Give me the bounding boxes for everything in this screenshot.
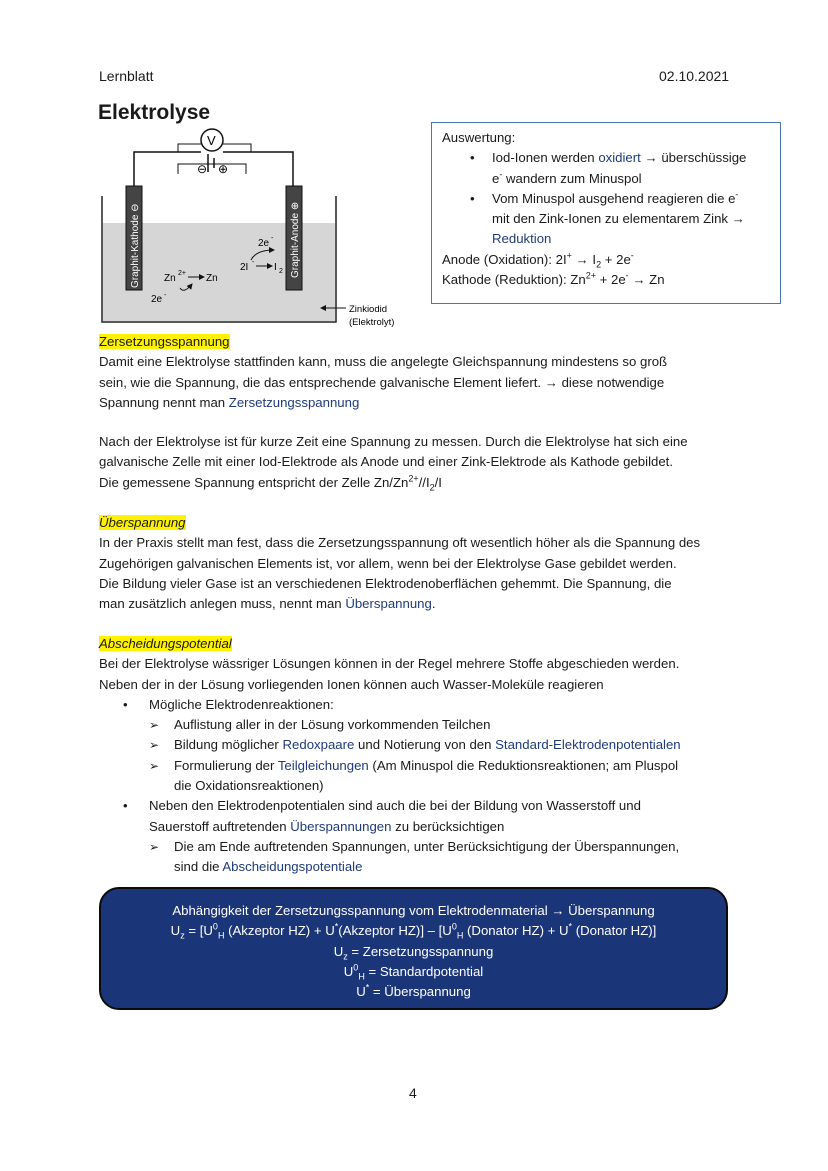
section-abscheidungspotential: Abscheidungspotential Bei der Elektrolyse wässriger Lösungen können in der Regel mehrere Stoffe abgeschieden werden. Neben der in der Lösung vorliegenden Ionen können auch Wasser-Moleküle reagieren • Mögliche Elektrodenreaktionen: ➢ Auflistung aller in der Lösung vorkommenden Teilchen ➢ Bildung möglicher Redoxpaare und Notierung von den Standard-Elektrodenpotentialen ➢ Formulierung der Teilgleichungen (Am Minuspol die Reduktionsreaktionen; am Pluspol die Oxidationsreaktionen) • Neben den Elektrodenpotentialen sind auch die bei der Bildung von Wasserstoff und Sauerstoff auftretenden Überspannungen zu berücksichtigen ➢ Die am Ende auftretenden Spannungen, unter Berücksichtigung der Überspannungen, sind die Abscheidungspotentiale <box>99 634 739 878</box>
list-subitem: ➢ Auflistung aller in der Lösung vorkommenden Teilchen <box>99 715 739 735</box>
header-date: 02.10.2021 <box>659 68 730 84</box>
link-abscheidungspotentiale: Abscheidungspotentiale <box>222 859 363 875</box>
svg-text:-: - <box>252 259 255 266</box>
link-reduktion: Reduktion <box>492 231 552 247</box>
header-left: Lernblatt <box>99 68 154 84</box>
formula-title: Abhängigkeit der Zersetzungsspannung vom Elektrodenmaterial → Überspannung <box>172 903 655 918</box>
formula-def-ustar: U* = Überspannung <box>356 982 471 1000</box>
auswertung-title: Auswertung: <box>442 130 516 145</box>
formula-box <box>99 887 728 1010</box>
page-number: 4 <box>409 1085 417 1101</box>
list-subitem: ➢ Die am Ende auftretenden Spannungen, unter Berücksichtigung der Überspannungen, sind die Abscheidungspotentiale <box>99 837 739 878</box>
anode-reaction: Anode (Oxidation): $2I^+ \to I_2 + 2e^-$ <box>442 250 634 270</box>
auswertung-box <box>431 122 781 304</box>
electrons-left-label: 2e <box>151 294 163 305</box>
iodide-label: 2I <box>240 262 249 273</box>
link-zersetzungsspannung: Zersetzungsspannung <box>228 394 360 410</box>
battery-minus: ⊖ <box>197 162 208 176</box>
electrolyte-label-1: Zinkiodid <box>349 304 388 315</box>
list-item: • Mögliche Elektrodenreaktionen: <box>99 695 739 715</box>
list-subitem: ➢ Bildung möglicher Redoxpaare und Notierung von den Standard-Elektrodenpotentialen <box>99 735 739 755</box>
link-oxidiert: oxidiert <box>598 150 641 166</box>
page-title: Elektrolyse <box>98 101 211 124</box>
kathode-reaction: Kathode (Reduktion): $Zn^{2+} + 2e^- \to Zn$ <box>442 270 665 288</box>
heading-abscheidungspotential: Abscheidungspotential <box>99 636 232 651</box>
list-item: • Neben den Elektrodenpotentialen sind auch die bei der Bildung von Wasserstoff und Sauerstoff auftretenden Überspannungen zu berücksichtigen <box>99 796 739 837</box>
electrons-right-label: 2e <box>258 238 270 249</box>
auswertung-bullet-1: • Iod-Ionen werden oxidiert → überschüssige e- wandern zum Minuspol <box>492 148 770 189</box>
section-zersetzungsspannung: Zersetzungsspannung Damit eine Elektrolyse stattfinden kann, muss die angelegte Gleichspannung mindestens so groß sein, wie die Spannung, die das entsprechende galvanische Element liefert. → diese notwendige Spannung nennt man Zersetzungsspannung <box>99 334 668 410</box>
zn-ion-label: Zn <box>164 273 176 284</box>
anode-label: Graphit-Anode ⊕ <box>290 201 301 278</box>
zn-ion-charge: 2+ <box>178 270 186 277</box>
formula-def-uz: $U_z$ = Zersetzungsspannung <box>333 943 494 962</box>
electrolysis-diagram <box>96 126 416 336</box>
section-zelle: Nach der Elektrolyse ist für kurze Zeit eine Spannung zu messen. Durch die Elektrolyse hat sich eine galvanische Zelle mit einer Iod-Elektrode als Anode und einer Zink-Elektrode als Kathode gebildet. Die gemessene Spannung entspricht der Zelle $Zn/Zn^{2+}//I_2/I$ <box>99 434 688 493</box>
list-subitem: ➢ Formulierung der Teilgleichungen (Am Minuspol die Reduktionsreaktionen; am Pluspol die Oxidationsreaktionen) <box>99 756 739 797</box>
circuit-wire <box>134 152 293 188</box>
voltmeter-label: V <box>207 133 216 148</box>
link-ueberspannung: Überspannung <box>345 596 432 612</box>
electrolyte-label-2: (Elektrolyt) <box>349 317 395 328</box>
zn-label: Zn <box>206 273 218 284</box>
svg-text:-: - <box>164 292 167 299</box>
link-redoxpaare: Redoxpaare <box>282 737 355 753</box>
iodine-label: I <box>274 262 277 273</box>
section-ueberspannung: Überspannung In der Praxis stellt man fest, dass die Zersetzungsspannung oft wesentlich höher als die Spannung des Zugehörigen galvanischen Elements ist, vor allem, wenn bei der Elektrolyse Gase gebildet werden. Die Bildung vieler Gase ist an verschiedenen Elektrodenoberflächen gehemmt. Die Spannung, die man zusätzlich anlegen muss, nennt man Überspannung. <box>99 515 701 612</box>
heading-zersetzungsspannung: Zersetzungsspannung <box>99 334 230 349</box>
svg-text:-: - <box>271 235 274 242</box>
cathode-label: Graphit-Kathode ⊖ <box>130 203 141 288</box>
auswertung-bullet-2: • Vom Minuspol ausgehend reagieren die e- mit den Zink-Ionen zu elementarem Zink → Reduktion <box>492 189 770 250</box>
formula-def-u0h: $U^0_H$ = Standardpotential <box>343 962 484 982</box>
link-standard-elektrodenpotentiale: Standard-Elektrodenpotentialen <box>495 737 681 753</box>
heading-ueberspannung: Überspannung <box>99 515 186 530</box>
link-teilgleichungen: Teilgleichungen <box>277 757 369 773</box>
link-ueberspannungen: Überspannungen <box>290 818 392 834</box>
battery-plus: ⊕ <box>218 162 229 176</box>
iodine-sub: 2 <box>279 268 283 275</box>
formula-equation: $U_z = [U^0_H$ (Akzeptor HZ) + U*(Akzeptor $HZ)] - [U^0_H$ (Donator HZ) + U* (Donator HZ)] <box>170 921 657 941</box>
